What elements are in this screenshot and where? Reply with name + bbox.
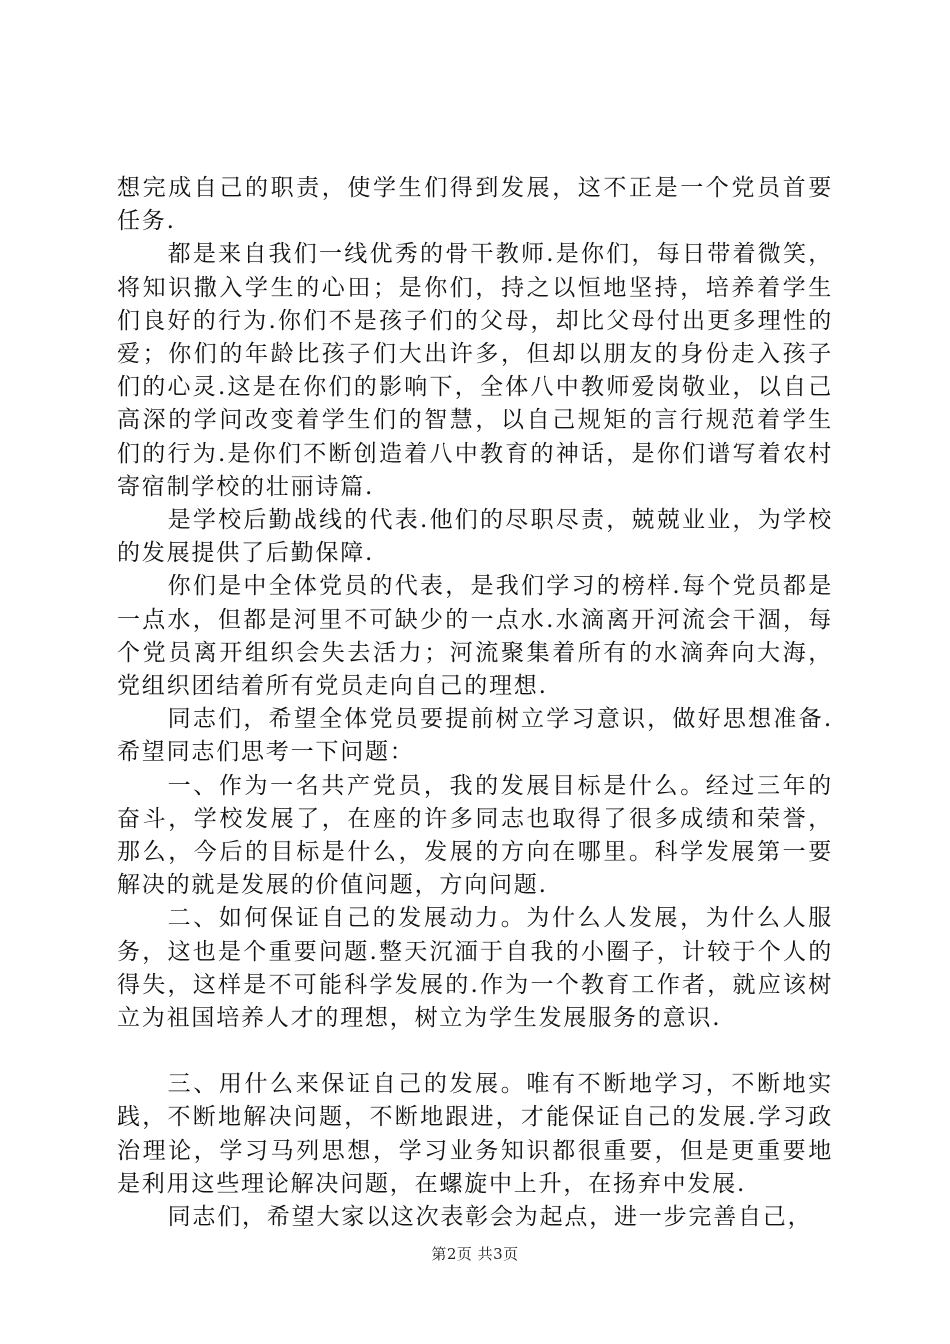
paragraph-4: 你们是中全体党员的代表，是我们学习的榜样.每个党员都是一点水，但都是河里不可缺少的一点水.水滴离开河流会干涸，每个党员离开组织会失去活力；河流聚集着所有的水滴奔向大海，党组织团结着所有党员走向自己的理想.: [117, 573, 833, 700]
document-body: [117, 172, 833, 1234]
paragraph-1: 想完成自己的职责，使学生们得到发展，这不正是一个党员首要任务.: [117, 175, 833, 235]
paragraph-9: 同志们，希望大家以这次表彰会为起点，进一步完善自己，: [167, 1204, 813, 1231]
paragraph-3: 是学校后勤战线的代表.他们的尽职尽责，兢兢业业，为学校的发展提供了后勤保障.: [117, 507, 833, 567]
page-footer: 第2页 共3页: [431, 1245, 519, 1263]
paragraph-5: 同志们，希望全体党员要提前树立学习意识，做好思想准备.希望同志们思考一下问题：: [117, 706, 833, 766]
paragraph-7: 二、如何保证自己的发展动力。为什么人发展，为什么人服务，这也是个重要问题.整天沉湎于自我的小圈子，计较于个人的得失，这样是不可能科学发展的.作为一个教育工作者，就应该树立为祖国培养人才的理想，树立为学生发展服务的意识.: [117, 905, 833, 1032]
paragraph-2: 都是来自我们一线优秀的骨干教师.是你们，每日带着微笑，将知识撒入学生的心田；是你们，持之以恒地坚持，培养着学生们良好的行为.你们不是孩子们的父母，却比父母付出更多理性的爱；你们的年龄比孩子们大出许多，但却以朋友的身份走入孩子们的心灵.这是在你们的影响下，全体八中教师爱岗敬业，以自己高深的学问改变着学生们的智慧，以自己规矩的言行规范着学生们的行为.是你们不断创造着八中教育的神话，是你们谱写着农村寄宿制学校的壮丽诗篇.: [117, 241, 833, 500]
paragraph-6: 一、作为一名共产党员，我的发展目标是什么。经过三年的奋斗，学校发展了，在座的许多同志也取得了很多成绩和荣誉，那么，今后的目标是什么，发展的方向在哪里。科学发展第一要解决的就是发展的价值问题，方向问题.: [117, 772, 833, 899]
paragraph-8: 三、用什么来保证自己的发展。唯有不断地学习，不断地实践，不断地解决问题，不断地跟进，才能保证自己的发展.学习政治理论，学习马列思想，学习业务知识都很重要，但是更重要地是利用这些理论解决问题，在螺旋中上升，在扬弃中发展.: [117, 1071, 833, 1197]
